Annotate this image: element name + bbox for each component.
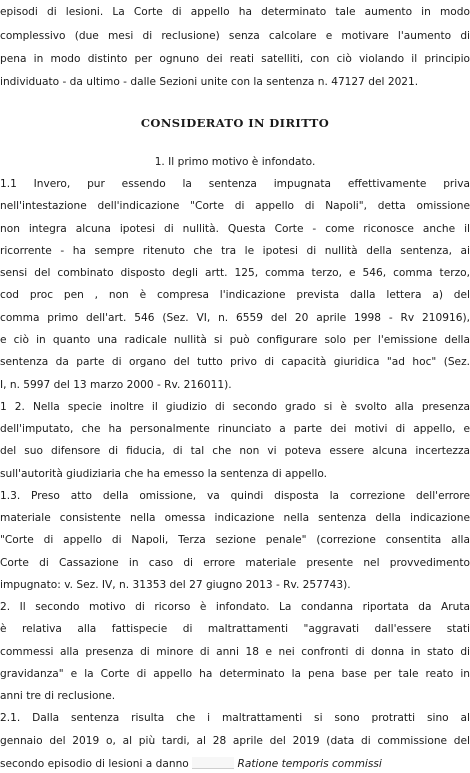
text-line: sull'autorità giudiziaria che ha emesso la sentenza di appello. (0, 467, 328, 480)
text-line: 2.1. Dalla sentenza risulta che i maltrattamenti si sono protratti sino al (0, 712, 470, 725)
text-line: cod proc pen , non è compresa l'indicazione prevista dalla lettera a) del (0, 289, 470, 302)
text-line: non integra alcuna ipotesi di nullità. Questa Corte - come riconosce anche il (0, 222, 470, 235)
text-line: comma primo dell'art. 546 (Sez. VI, n. 6559 del 20 aprile 1998 - Rv 210916), (0, 311, 470, 324)
text-line: dell'imputato, che ha personalmente rinunciato a parte dei motivi di appello, e (0, 423, 470, 436)
paragraph-1: 1. Il primo motivo è infondato. (154, 155, 316, 168)
text-line: sensi del combinato disposto degli artt. 125, comma terzo, e 546, comma terzo, (0, 267, 470, 280)
text-fragment: secondo episodio di lesioni a danno (0, 758, 189, 770)
text-line: 1.1 Invero, pur essendo la sentenza impugnata effettivamente priva (0, 178, 470, 191)
text-fragment-italic: Ratione temporis commissi (237, 758, 382, 770)
text-line: impugnato: v. Sez. IV, n. 31353 del 27 giugno 2013 - Rv. 257743). (0, 578, 351, 591)
text-line: e ciò in quanto una radicale nullità si può configurare solo per l'emissione della (0, 333, 470, 346)
text-line: materiale consistente nella omessa indicazione nella sentenza della indicazione (0, 512, 470, 525)
text-line: ricorrente - ha sempre ritenuto che tra le ipotesi di nullità della sentenza, ai (0, 244, 470, 257)
text-line: commessi alla presenza di minore di anni 18 e nei confronti di donna in stato di (0, 645, 470, 658)
text-line: gravidanza" e la Corte di appello ha determinato la pena base per tale reato in (0, 667, 470, 680)
text-line: "Corte di appello di Napoli, Terza sezione penale" (correzione consentita alla (0, 534, 470, 547)
text-line: I, n. 5997 del 13 marzo 2000 - Rv. 216011). (0, 378, 232, 391)
text-line: 1.3. Preso atto della omissione, va quindi disposta la correzione dell'errore (0, 489, 470, 502)
text-line-last (0, 757, 470, 771)
section-heading: CONSIDERATO IN DIRITTO (140, 115, 330, 130)
text-line: sentenza da parte di organo del tutto privo di capacità giuridica "ad hoc" (Sez. (0, 356, 470, 369)
text-line: pena in modo distinto per ognuno dei reati satelliti, con ciò violando il principio (0, 52, 470, 65)
text-line: anni tre di reclusione. (0, 690, 116, 703)
text-line: 2. Il secondo motivo di ricorso è infondato. La condanna riportata da Aruta (0, 601, 470, 614)
text-line: episodi di lesioni. La Corte di appello ha determinato tale aumento in modo (0, 6, 470, 19)
redaction-mark (192, 757, 234, 769)
text-line: Corte di Cassazione in caso di errore materiale presente nel provvedimento (0, 556, 470, 569)
text-line: nell'intestazione dell'indicazione "Corte di appello di Napoli", detta omissione (0, 200, 470, 213)
text-line: del suo difensore di fiducia, di tal che non vi poteva essere alcuna incertezza (0, 445, 470, 458)
text-line: è relativa alla fattispecie di maltrattamenti "aggravati dall'essere stati (0, 623, 470, 636)
text-line: complessivo (due mesi di reclusione) senza calcolare e motivare l'aumento di (0, 29, 470, 42)
text-line: gennaio del 2019 o, al più tardi, al 28 aprile del 2019 (data di commissione del (0, 734, 470, 747)
text-line: individuato - da ultimo - dalle Sezioni unite con la sentenza n. 47127 del 2021. (0, 76, 419, 89)
text-line: 1 2. Nella specie inoltre il giudizio di secondo grado si è svolto alla presenza (0, 400, 470, 413)
